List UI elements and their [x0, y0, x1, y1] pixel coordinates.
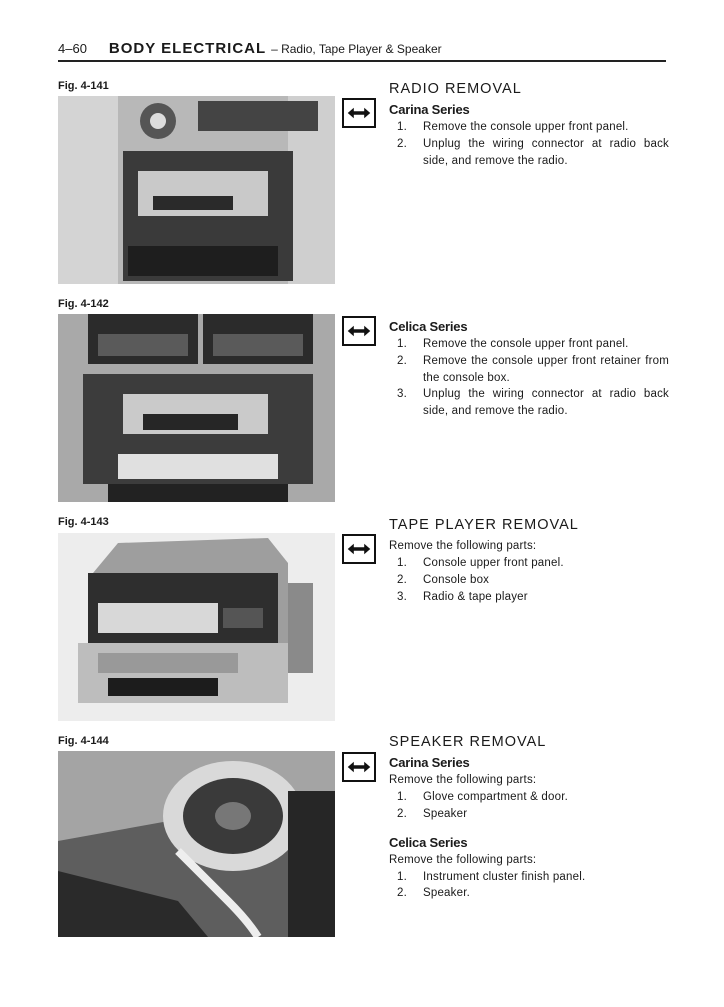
figure-label-143: Fig. 4-143: [58, 516, 109, 528]
page-header: [58, 40, 666, 62]
section-intro: Remove the following parts:: [389, 853, 537, 866]
list-item: 2. Unplug the wiring connector at radio back side, and remove the radio.: [397, 137, 669, 167]
section-title: RADIO REMOVAL: [389, 81, 522, 97]
double-arrow-icon: [342, 534, 376, 564]
page-subtitle: – Radio, Tape Player & Speaker: [271, 42, 442, 56]
figure-label-144: Fig. 4-144: [58, 735, 109, 747]
list-item: 2. Console box: [397, 573, 490, 586]
list-item: 1. Remove the console upper front panel.: [397, 121, 629, 133]
list-item: 3. Radio & tape player: [397, 590, 528, 603]
tape-player-removal-section: [389, 517, 669, 605]
list-item: 1. Console upper front panel.: [397, 557, 564, 569]
list-item: 1. Instrument cluster finish panel.: [397, 870, 586, 883]
figure-photo-144: [58, 751, 335, 937]
subsection-title: Celica Series: [389, 319, 468, 334]
subsection-title: Celica Series: [389, 834, 468, 850]
list-item: 2. Speaker.: [397, 887, 470, 900]
section-intro: Remove the following parts:: [389, 540, 537, 552]
subsection-title: Carina Series: [389, 755, 470, 770]
section-title: SPEAKER REMOVAL: [389, 734, 547, 750]
figure-photo-143: [58, 533, 335, 721]
subsection-title: Carina Series: [389, 102, 470, 117]
figure-label-142: Fig. 4-142: [58, 298, 109, 310]
list-item: 3. Unplug the wiring connector at radio back side, and remove the radio.: [397, 388, 669, 418]
figure-photo-141: [58, 96, 335, 284]
figure-label-141: Fig. 4-141: [58, 80, 109, 92]
list-item: 1. Remove the console upper front panel.: [397, 338, 629, 350]
double-arrow-icon: [342, 752, 376, 782]
page-number: 4–60: [58, 41, 87, 56]
radio-removal-celica-section: [389, 319, 669, 420]
page-title: [109, 40, 442, 57]
speaker-removal-section: [389, 734, 669, 902]
list-item: 2. Remove the console upper front retainer from the console box.: [397, 354, 669, 384]
page-title-main: BODY ELECTRICAL: [108, 40, 266, 57]
list-item: 1. Glove compartment & door.: [397, 791, 568, 803]
radio-removal-carina-section: [389, 81, 669, 169]
section-intro: Remove the following parts:: [389, 774, 537, 786]
section-title: TAPE PLAYER REMOVAL: [389, 517, 579, 533]
double-arrow-icon: [342, 316, 376, 346]
list-item: 2. Speaker: [397, 807, 468, 820]
double-arrow-icon: [342, 98, 376, 128]
figure-photo-142: [58, 314, 335, 502]
